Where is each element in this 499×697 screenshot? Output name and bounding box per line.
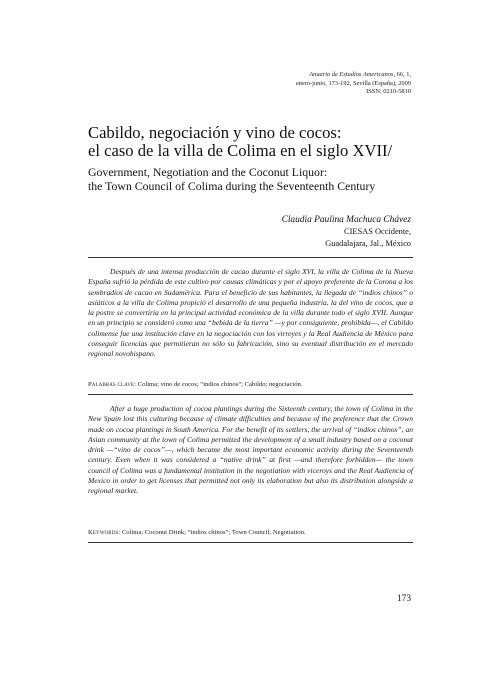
affiliation-line-2: Guadalajara, Jal., México [325,239,411,248]
journal-issn: ISSN: 0210-5810 [366,88,411,96]
journal-volume: , 66, 1, [393,71,411,78]
english-title-line-1: Government, Negotiation and the Coconut Liquor: [88,165,328,179]
abstract-spanish [88,267,413,359]
journal-issue-line: enero-junio, 173-192, Sevilla (España), 2009 [295,79,411,87]
keywords-spanish-text: Colima; vino de cocos; “indios chinos”; Cabildo; negociación. [137,381,303,388]
affiliation-line-1: CIESAS Occidente, [344,227,411,236]
spanish-title-line-2: el caso de la villa de Colima en el siglo XVII/ [88,140,393,160]
author-name: Claudia Paulina Machuca Chávez [281,215,411,225]
journal-citation [296,71,411,97]
english-title-line-2: the Town Council of Colima during the Seventeenth Century [88,179,376,194]
top-divider [88,257,413,258]
spanish-title [88,124,418,159]
keywords-english-label: Keywords: [88,529,121,536]
keywords-spanish-label: Palabras clave: [88,381,137,388]
spanish-title-line-1: Cabildo, negociación y vino de cocos: [88,123,342,142]
keywords-english [88,528,413,537]
abstract-english-text: After a huge production of cocoa plantings during the Sixteenth century, the town of Colima in the New Spain lost this culturing because of climate difficulties and because of the preference that the Crown made on cocoa plantings in South America. For the benefit of its settlers, the arrival of “indios chinos”, an Asian community at the town of Colima permitted the development of a small industry based on a coconut drink —“vino de cocos”—, which became the most important economic activity during the Seventeenth century. Even when it was considered a “native drink” at first —and therefore forbidden— the town council of Colima was a fundamental institution in the negotiation with viceroys and the Real Audiencia of Mexico in order to get licenses that permitted not only its elaboration but also its distribution alongside a regional market. [88,404,413,495]
page-number: 173 [396,594,411,604]
abstract-english [88,404,413,496]
journal-name: Anuario de Estudios Americanos [309,71,394,78]
abstract-spanish-text: Después de una intensa producción de cacao durante el siglo XVI, la villa de Colima de la Nueva España sufrió la pérdida de este cultivo por causas climáticas y por el apoyo preferente de la Corona a los sembradíos de cacao en Sudamérica. Para el beneficio de sus habitantes, la llegada de “indios chinos” o asiáticos a la villa de Colima propició el desarrollo de una pequeña industria, la del vino de cocos, que a la postre se convertiría en la principal actividad económica de la villa durante todo el siglo XVII. Aunque en un principio se consideró como una “bebida de la tierra” —y por consiguiente, prohibida—, el Cabildo colimense fue una institución clave en la negociación con los virreyes y la Real Audiencia de México para conseguir licencias que permitieran no sólo su fabricación, sino su eventual distribución en el mercado regional novohispano. [88,267,413,358]
author-block [282,214,411,250]
english-title [88,165,418,193]
keywords-spanish [88,380,413,389]
keywords-english-text: Colima; Coconut Drink; “indios chinos”; Town Council; Negotiation. [121,529,306,536]
bottom-divider [88,542,413,543]
middle-divider [88,394,413,395]
